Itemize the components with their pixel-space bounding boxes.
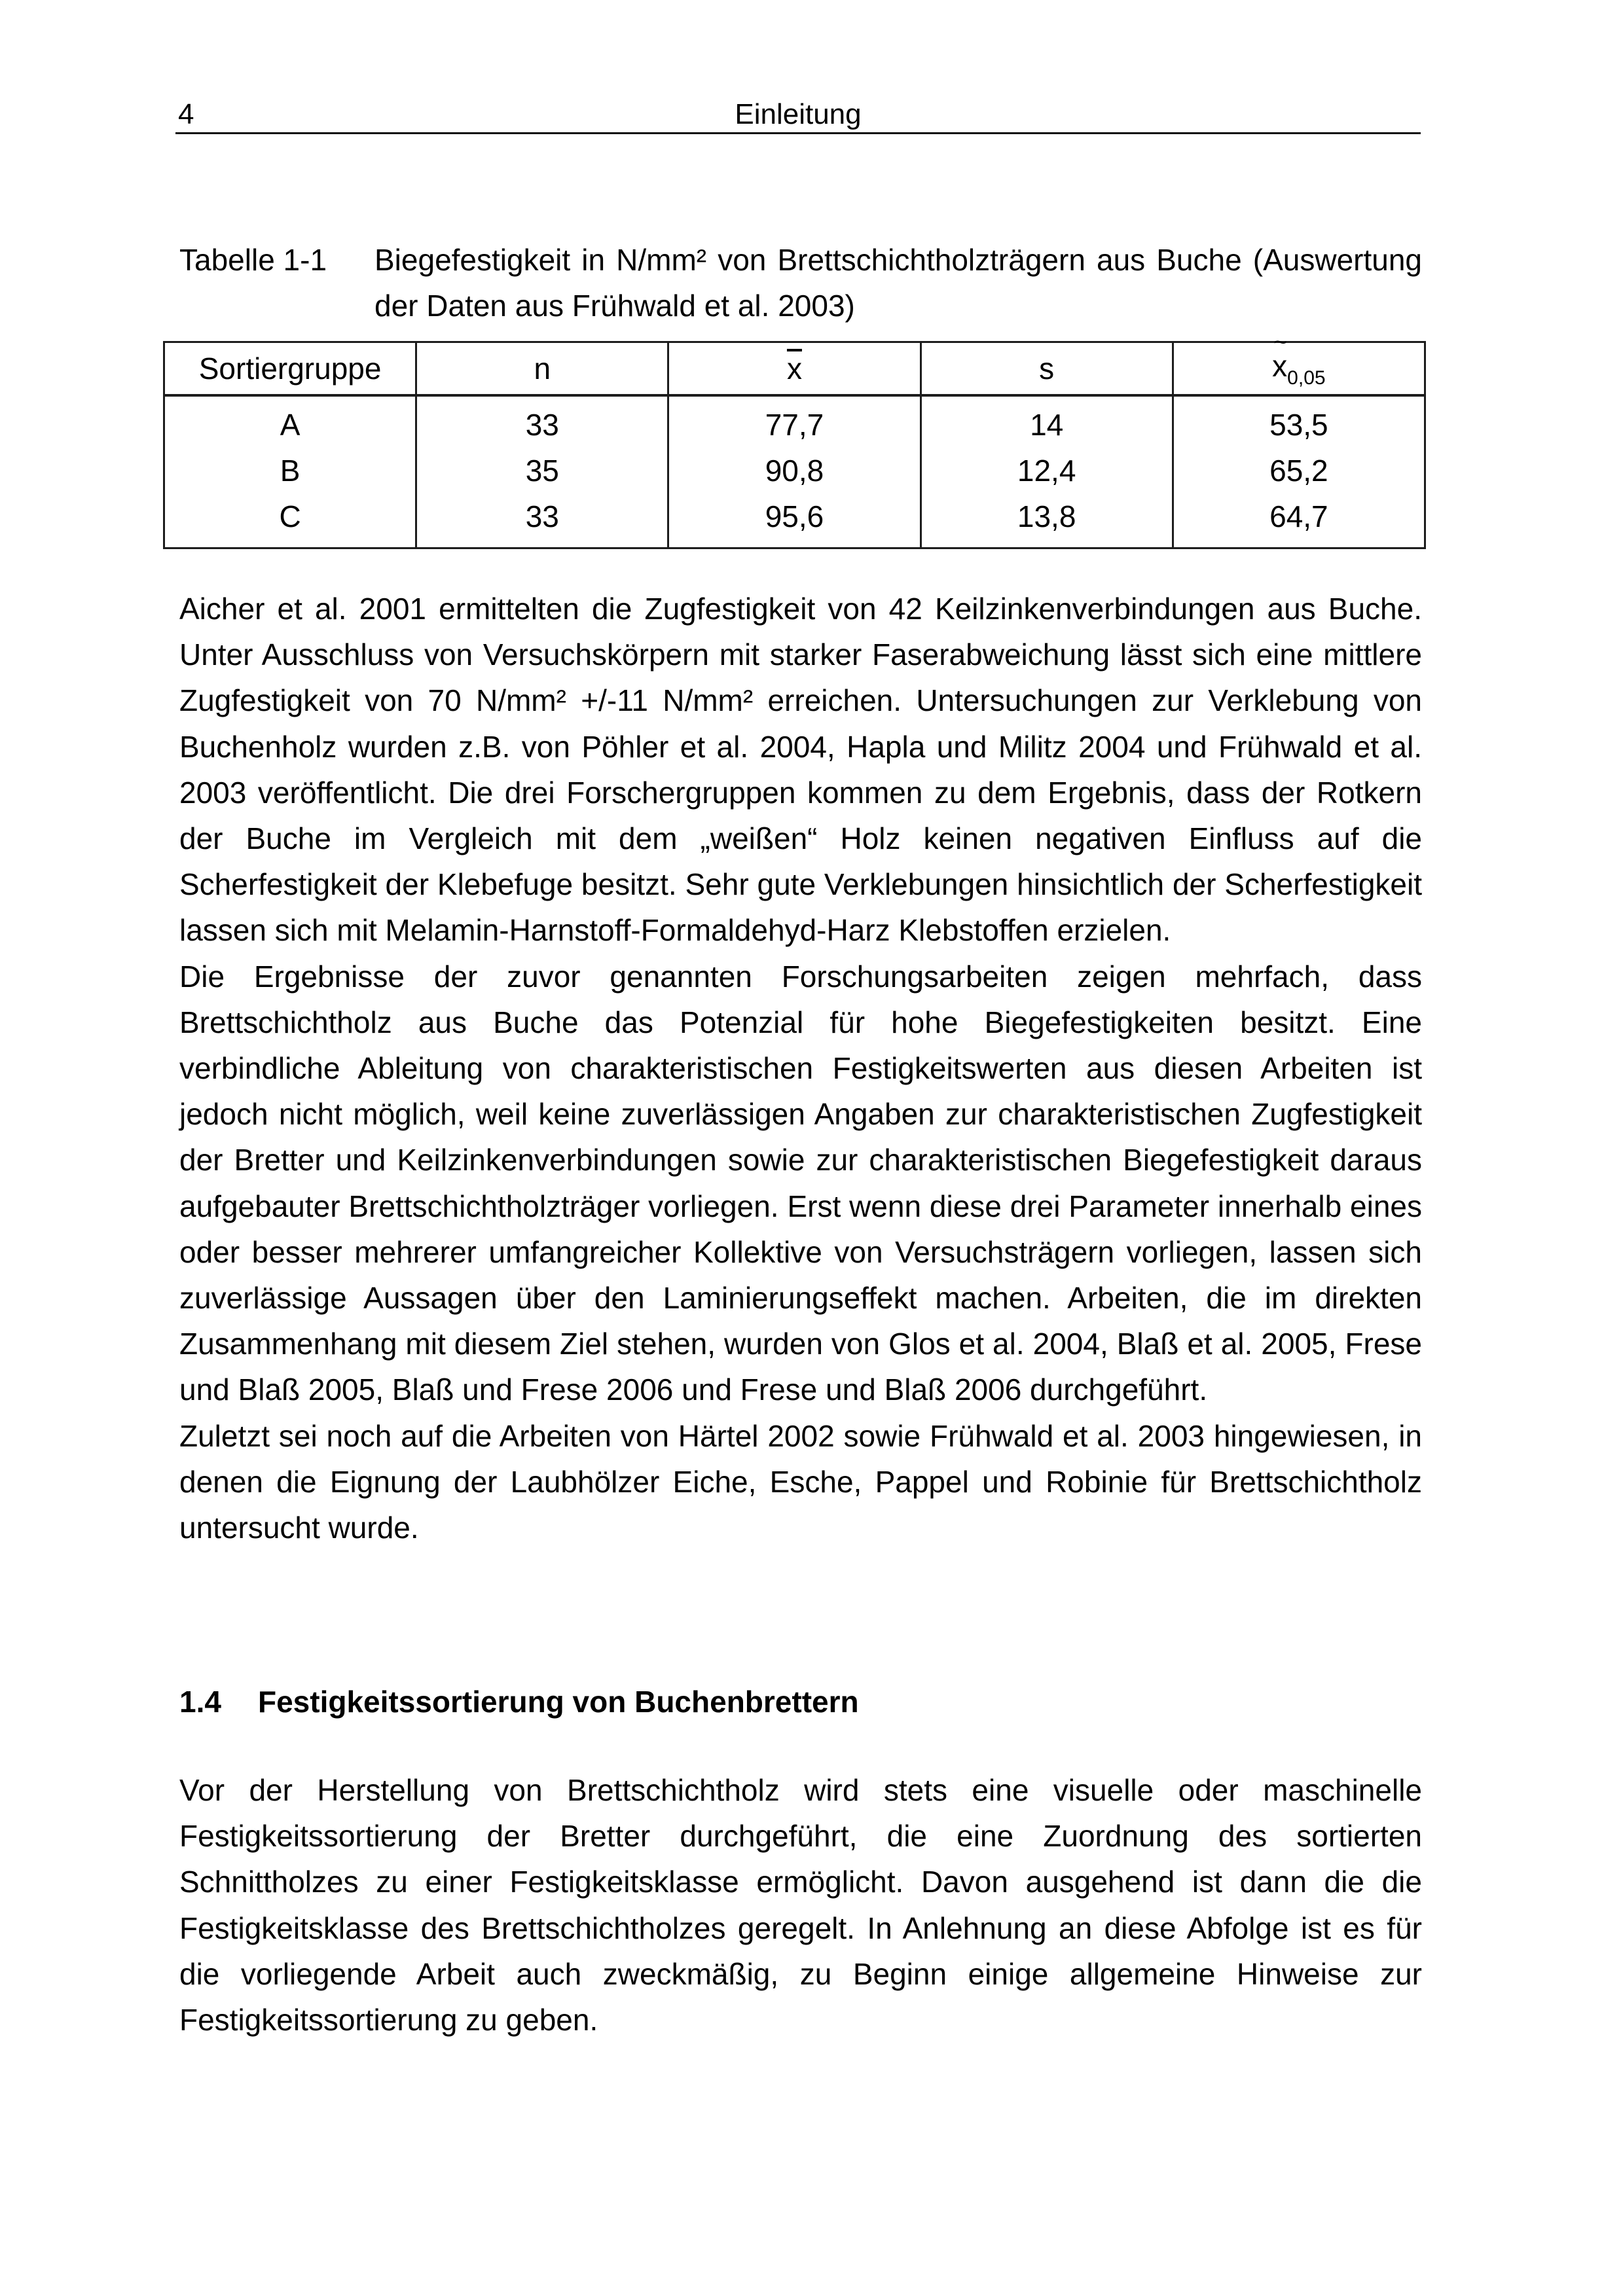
cell-group: C [164, 493, 416, 548]
column-header-sortiergruppe: Sortiergruppe [164, 342, 416, 396]
strength-table [163, 341, 1426, 549]
running-title: Einleitung [735, 98, 862, 130]
cell-s: 14 [921, 395, 1173, 448]
section-paragraph: Vor der Herstellung von Brettschichtholz wird stets eine visuelle oder maschinelle Festigkeitssortierung der Bretter durchgeführt, die eine Zuordnung des sortierten Schnittholzes zu einer Festigkeitsklasse ermöglicht. Davon ausgehend ist dann die die Festigkeitsklasse des Brettschichtholzes geregelt. In Anlehnung an diese Abfolge ist es für die vorliegende Arbeit auch zweckmäßig, zu Beginn einige allgemeine Hinweise zur Festigkeitssortierung zu geben. [179, 1773, 1422, 2037]
cell-s: 13,8 [921, 493, 1173, 548]
section-number: 1.4 [179, 1685, 221, 1719]
cell-x005: 64,7 [1173, 493, 1425, 548]
column-header-s: s [921, 342, 1173, 396]
cell-x005: 65,2 [1173, 448, 1425, 493]
cell-group: B [164, 448, 416, 493]
table-caption-text: Biegefestigkeit in N/mm² von Brettschichtholzträgern aus Buche (Auswertung der Daten aus Frühwald et al. 2003) [374, 243, 1422, 323]
body-text [179, 586, 1422, 1551]
table-row [164, 448, 1425, 493]
cell-mean: 90,8 [668, 448, 921, 493]
column-header-n: n [416, 342, 668, 396]
cell-mean: 95,6 [668, 493, 921, 548]
cell-n: 35 [416, 448, 668, 493]
column-header-5-percentile [1173, 342, 1425, 396]
x-tilde-symbol: ~ x [1272, 348, 1287, 384]
section-body [179, 1767, 1422, 2043]
table-row [164, 493, 1425, 548]
paragraph-2: Die Ergebnisse der zuvor genannten Forschungsarbeiten zeigen mehrfach, dass Brettschichtholz aus Buche das Potenzial für hohe Biegefestigkeiten besitzt. Eine verbindliche Ableitung von charakteristischen Festigkeitswerten aus diesen Arbeiten ist jedoch nicht möglich, weil keine zuverlässigen Angaben zur charakteristischen Zugfestigkeit der Bretter und Keilzinkenverbindungen sowie zur charakteristischen Biegefestigkeit daraus aufgebauter Brettschichtholzträger vorliegen. Erst wenn diese drei Parameter innerhalb eines oder besser mehrerer umfangreicher Kollektive von Versuchsträgern vorliegen, lassen sich zuverlässige Aussagen über den Laminierungseffekt machen. Arbeiten, die im direkten Zusammenhang mit diesem Ziel stehen, wurden von Glos et al. 2004, Blaß et al. 2005, Frese und Blaß 2005, Blaß und Frese 2006 und Frese und Blaß 2006 durchgeführt. [179, 959, 1422, 1407]
table-header-row [164, 342, 1425, 396]
table-caption-label: Tabelle 1-1 [179, 243, 327, 277]
page-header [175, 92, 1421, 134]
page-number: 4 [178, 98, 194, 130]
paragraph-3: Zuletzt sei noch auf die Arbeiten von Härtel 2002 sowie Frühwald et al. 2003 hingewiesen, in denen die Eignung der Laubhölzer Eiche, Esche, Pappel und Robinie für Brettschichtholz untersucht wurde. [179, 1418, 1422, 1545]
cell-s: 12,4 [921, 448, 1173, 493]
cell-mean: 77,7 [668, 395, 921, 448]
cell-n: 33 [416, 395, 668, 448]
cell-group: A [164, 395, 416, 448]
cell-x005: 53,5 [1173, 395, 1425, 448]
paragraph-1: Aicher et al. 2001 ermittelten die Zugfestigkeit von 42 Keilzinkenverbindungen aus Buche. Unter Ausschluss von Versuchskörpern mit starker Faserabweichung lässt sich eine mittlere Zugfestigkeit von 70 N/mm² +/-11 N/mm² erreichen. Untersuchungen zur Verklebung von Buchenholz wurden z.B. von Pöhler et al. 2004, Hapla und Militz 2004 und Frühwald et al. 2003 veröffentlicht. Die drei Forschergruppen kommen zu dem Ergebnis, dass der Rotkern der Buche im Vergleich mit dem „weißen“ Holz keinen negativen Einfluss auf die Scherfestigkeit der Klebefuge besitzt. Sehr gute Verklebungen hinsichtlich der Scherfestigkeit lassen sich mit Melamin-Harnstoff-Formaldehyd-Harz Klebstoffen erzielen. [179, 592, 1422, 948]
section-title: Festigkeitssortierung von Buchenbrettern [258, 1685, 859, 1719]
column-header-mean [668, 342, 921, 396]
section-heading [179, 1682, 859, 1721]
percentile-subscript: 0,05 [1287, 367, 1326, 389]
mean-symbol: $\overline{x}$ [786, 351, 802, 386]
table-row [164, 395, 1425, 448]
cell-n: 33 [416, 493, 668, 548]
